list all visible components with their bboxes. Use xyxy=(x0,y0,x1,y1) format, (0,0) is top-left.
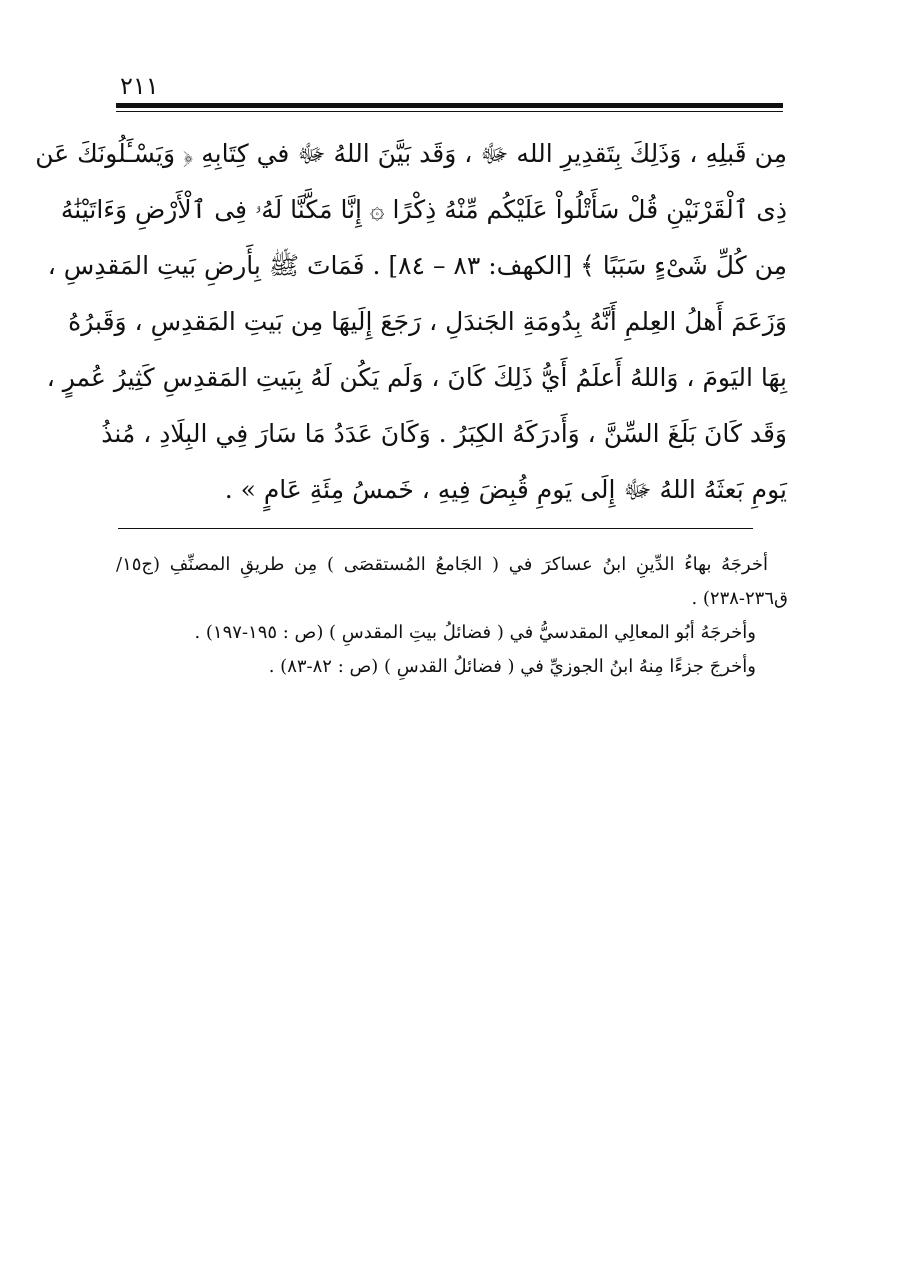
footnote-line: ق٢٣٦-٢٣٨) . xyxy=(691,588,788,609)
footnote-line: وأخرجَ جزءًا مِنهُ ابنُ الجوزيِّ في ( فضائلُ القدسِ ) (ص : ٨٢-٨٣) . xyxy=(268,656,756,677)
text-line: بِهَا اليَومَ ، وَاللهُ أَعلَمُ أَيُّ ذَلِكَ كَانَ ، وَلَم يَكُن لَهُ بِبَيتِ المَقدِسِ كَثِيرُ عُمرٍ ، xyxy=(46,363,787,392)
header-rule-thin xyxy=(116,111,783,112)
text-line: ذِى ٱلْقَرْنَيْنِ قُلْ سَأَتْلُواْ عَلَيْكُم مِّنْهُ ذِكْرًا ۞ إِنَّا مَكَّنَّا لَهُۥ فِى ٱلْأَرْضِ وَءَاتَيْنَٰهُ xyxy=(60,195,787,224)
footnotes xyxy=(116,548,788,684)
footnote-line: أخرجَهُ بهاءُ الدِّينِ ابنُ عساكرَ في ( الجَامعُ المُستقصَى ) مِن طريقِ المصنِّفِ (ج١٥/ xyxy=(116,554,768,575)
footnote-line: وأخرجَهُ أبُو المعالِي المقدسيُّ في ( فضائلُ بيتِ المقدسِ ) (ص : ١٩٥-١٩٧) . xyxy=(194,622,756,643)
text-line: مِن قَبلِهِ ، وَذَلِكَ بِتَقدِيرِ الله ﷻ ، وَقَد بَيَّنَ اللهُ ﷻ في كِتَابِهِ ﴿ وَيَسْـَٔلُونَكَ عَن xyxy=(35,139,787,168)
page-number: ٢١١ xyxy=(120,72,159,100)
text-line: وَزَعَمَ أَهلُ العِلمِ أَنَّهُ بِدُومَةِ الجَندَلِ ، رَجَعَ إِلَيهَا مِن بَيتِ المَقدِسِ ، وَقَبرُهُ xyxy=(68,307,787,336)
text-line: مِن كُلِّ شَىْءٍ سَبَبًا ﴾ [الكهف: ٨٣ – ٨٤] . فَمَاتَ ﷺ بِأَرضِ بَيتِ المَقدِسِ ، xyxy=(47,251,787,280)
text-line: يَومِ بَعثَهُ اللهُ ﷻ إِلَى يَومِ قُبِضَ فِيهِ ، خَمسُ مِئَةِ عَامٍ » . xyxy=(224,475,787,504)
footnote-separator xyxy=(118,528,753,529)
main-text xyxy=(35,126,787,518)
text-line: وَقَد كَانَ بَلَغَ السِّنَّ ، وَأَدرَكَهُ الكِبَرُ . وَكَانَ عَدَدُ مَا سَارَ فِي البِلَادِ ، مُنذُ xyxy=(101,419,787,448)
header-rule-thick xyxy=(116,103,783,108)
